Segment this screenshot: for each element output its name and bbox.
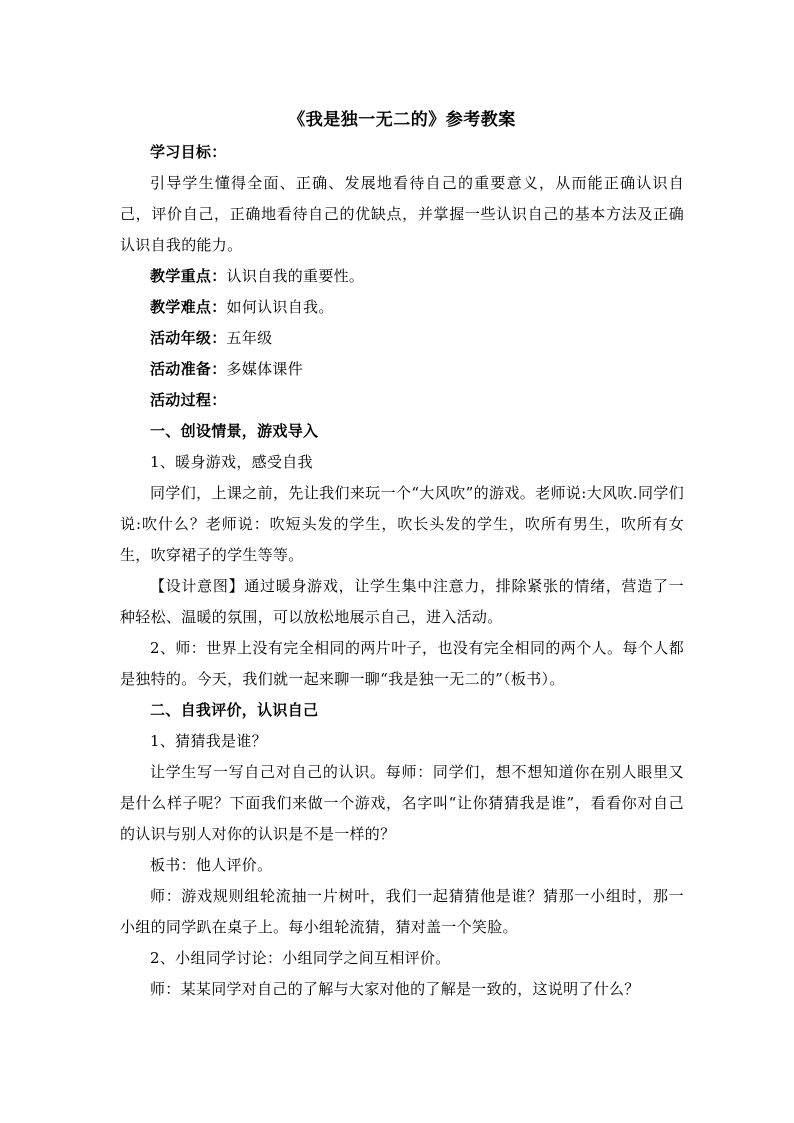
- section1-item1: 1、暖身游戏，感受自我: [150, 453, 313, 471]
- section1-design-intent: 【设计意图】通过暖身游戏，让学生集中注意力，排除紧张的情绪，营造了一种轻松、温暖的氛围，可以放松地展示自己，进入活动。: [120, 577, 684, 626]
- document-title: 《我是独一无二的》参考教案: [288, 110, 516, 130]
- objectives-text: 引导学生懂得全面、正确、发展地看待自己的重要意义，从而能正确认识自己，评价自己，正确地看待自己的优缺点，并掌握一些认识自己的基本方法及正确认识自我的能力。: [120, 174, 684, 254]
- prep-text: 多媒体课件: [226, 360, 304, 378]
- prep-line: [120, 354, 684, 385]
- key-point-text: 认识自我的重要性。: [226, 267, 365, 285]
- difficulty-label: 教学难点：: [150, 298, 227, 316]
- grade-line: [120, 323, 684, 354]
- section2-paragraph1: 让学生写一写自己对自己的认识。每师：同学们，想不想知道你在别人眼里又是什么样子呢？下面我们来做一个游戏，名字叫“让你猜猜我是谁”，看看你对自己的认识与别人对你的认识是不是一样的？: [120, 763, 684, 843]
- objectives-heading: 学习目标：: [150, 143, 227, 161]
- section1-heading: 一、创设情景，游戏导入: [150, 422, 319, 440]
- section2-item2: 2、小组同学讨论：小组同学之间互相评价。: [150, 949, 451, 967]
- section2-item1: 1、猜猜我是谁？: [150, 732, 267, 750]
- difficulty-text: 如何认识自我。: [226, 298, 334, 316]
- key-point-line: [120, 261, 684, 292]
- key-point-label: 教学重点：: [150, 267, 227, 285]
- grade-text: 五年级: [226, 329, 273, 347]
- section2-board-note: 板书：他人评价。: [150, 856, 273, 874]
- section2-heading: 二、自我评价，认识自己: [150, 701, 319, 719]
- process-heading: 活动过程：: [150, 391, 227, 409]
- prep-label: 活动准备：: [150, 360, 227, 378]
- section2-paragraph3: 师：某某同学对自己的了解与大家对他的了解是一致的，这说明了什么？: [150, 980, 640, 998]
- section1-item2: 2、师：世界上没有完全相同的两片叶子，也没有完全相同的两个人。每个人都是独特的。今天，我们就一起来聊一聊“我是独一无二的”（板书）。: [120, 639, 684, 688]
- section1-paragraph1: 同学们，上课之前，先让我们来玩一个“大风吹”的游戏。老师说:大风吹.同学们说:吹什么？老师说：吹短头发的学生，吹长头发的学生，吹所有男生，吹所有女生，吹穿裙子的学生等等。: [120, 484, 684, 564]
- section2-paragraph2: 师：游戏规则组轮流抽一片树叶，我们一起猜猜他是谁？猜那一小组时，那一小组的同学趴在桌子上。每小组轮流猜，猜对盖一个笑脸。: [120, 887, 684, 936]
- grade-label: 活动年级：: [150, 329, 227, 347]
- difficulty-line: [120, 292, 684, 323]
